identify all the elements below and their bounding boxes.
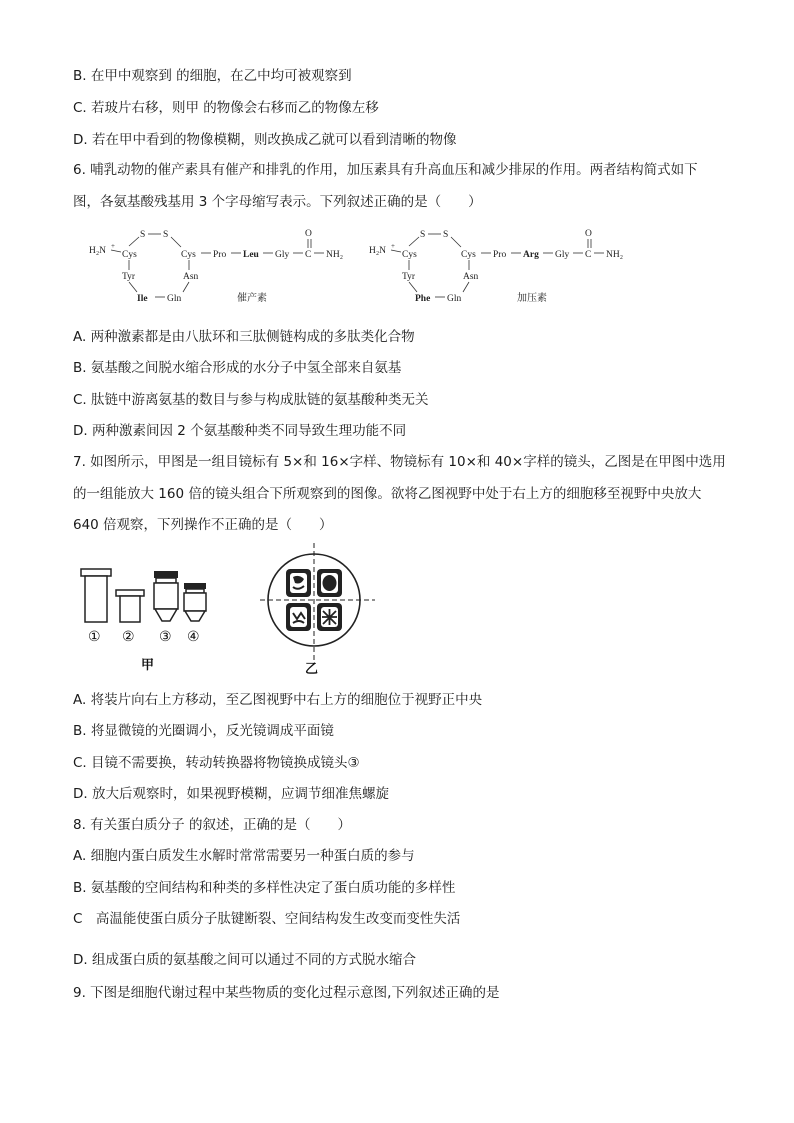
q7-stem-line1: 7. 如图所示，甲图是一组目镜标有 5×和 16×字样、物镜标有 10×和 40×字样的镜头，乙图是在甲图中选用 [73,454,726,470]
vasopressin-n-terminus: H₂N [369,246,387,256]
q7-stem-line3: 640 倍观察，下列操作不正确的是（ ） [73,517,333,533]
cell-bottom-left-icon [286,603,311,631]
vasopressin-tyr: Tyr [402,272,416,282]
oxytocin-gly: Gly [275,250,290,260]
q8-option-d: D. 组成蛋白质的氨基酸之间可以通过不同的方式脱水缩合 [73,952,416,968]
q6-option-d: D. 两种激素间因 2 个氨基酸种类不同导致生理功能不同 [73,423,407,439]
figure-yi-label: 乙 [305,661,319,676]
q6-option-a: A. 两种激素都是由八肽环和三肽侧链构成的多肽类化合物 [73,329,415,345]
lens-2-eyepiece-icon [116,590,144,622]
lens-label-2: ② [122,630,135,645]
oxytocin-n-terminus: H₂N [89,246,107,256]
figure-jia-label: 甲 [141,657,155,672]
vasopressin-arg: Arg [523,250,539,260]
oxytocin-ile: Ile [137,294,148,304]
oxytocin-cys1: Cys [122,250,137,260]
oxytocin-carbonyl-o: O [305,229,312,239]
microscope-field-figure [255,543,385,683]
oxytocin-pro: Pro [213,250,227,260]
q6-option-b: B. 氨基酸之间脱水缩合形成的水分子中氢全部来自氨基 [73,360,402,376]
oxytocin-tyr: Tyr [122,272,136,282]
lens-1-eyepiece-icon [81,569,111,622]
q7-option-b: B. 将显微镜的光圈调小，反光镜调成平面镜 [73,723,334,739]
q9-stem: 9. 下图是细胞代谢过程中某些物质的变化过程示意图,下列叙述正确的是 [73,985,500,1001]
vasopressin-gln: Gln [447,294,462,304]
oxytocin-nh2: NH₂ [326,250,344,260]
q6-stem-line1: 6. 哺乳动物的催产素具有催产和排乳的作用，加压素具有升高血压和减少排尿的作用。两者结构简式如下 [73,162,698,178]
vasopressin-s1: S [420,230,426,240]
lens-label-4: ④ [187,630,200,645]
vasopressin-s2: S [443,230,449,240]
lens-label-3: ③ [159,630,172,645]
vasopressin-label: 加压素 [517,293,547,304]
q8-option-b: B. 氨基酸的空间结构和种类的多样性决定了蛋白质功能的多样性 [73,880,456,896]
vasopressin-phe: Phe [415,294,431,304]
svg-text:+: + [391,242,395,250]
q8-option-a: A. 细胞内蛋白质发生水解时常常需要另一种蛋白质的参与 [73,848,415,864]
oxytocin-cys2: Cys [181,250,196,260]
vasopressin-nh2: NH₂ [606,250,624,260]
vasopressin-cys2: Cys [461,250,476,260]
vasopressin-pro: Pro [493,250,507,260]
q7-option-a: A. 将装片向右上方移动，至乙图视野中右上方的细胞位于视野正中央 [73,692,483,708]
lens-3-objective-icon [154,571,178,621]
oxytocin-label: 催产素 [237,293,267,304]
q6-stem-line2: 图，各氨基酸残基用 3 个字母缩写表示。下列叙述正确的是（ ） [73,194,482,210]
q7-stem-line2: 的一组能放大 160 倍的镜头组合下所观察到的图像。欲将乙图视野中处于右上方的细胞移至视野中央放大 [73,486,702,502]
q5-option-d: D. 若在甲中看到的物像模糊，则改换成乙就可以看到清晰的物像 [73,132,457,148]
lens-label-1: ① [88,630,101,645]
oxytocin-structure-diagram [85,226,365,308]
q5-option-b: B. 在甲中观察到 的细胞，在乙中均可被观察到 [73,68,352,84]
vasopressin-asn: Asn [463,272,479,282]
cell-top-right-icon [317,569,342,597]
q7-option-c: C. 目镜不需要换，转动转换器将物镜换成镜头③ [73,755,360,771]
q8-option-c: C 高温能使蛋白质分子肽键断裂、空间结构发生改变而变性失活 [73,911,461,927]
lens-4-objective-icon [184,583,206,621]
vasopressin-structure-diagram [365,226,645,308]
oxytocin-s2: S [163,230,169,240]
q5-option-c: C. 若玻片右移，则甲 的物像会右移而乙的物像左移 [73,100,379,116]
vasopressin-carbonyl-o: O [585,229,592,239]
vasopressin-cys1: Cys [402,250,417,260]
cell-top-left-icon [286,569,311,597]
svg-text:+: + [111,242,115,250]
oxytocin-s1: S [140,230,146,240]
cell-bottom-right-icon [317,603,342,631]
oxytocin-asn: Asn [183,272,199,282]
oxytocin-leu: Leu [243,250,259,260]
vasopressin-gly: Gly [555,250,570,260]
oxytocin-gln: Gln [167,294,182,304]
q8-stem: 8. 有关蛋白质分子 的叙述，正确的是（ ） [73,817,351,833]
oxytocin-carbonyl-c: C [305,250,312,260]
lens-set-figure [75,565,225,677]
q7-option-d: D. 放大后观察时，如果视野模糊，应调节细准焦螺旋 [73,786,389,802]
vasopressin-carbonyl-c: C [585,250,592,260]
q6-option-c: C. 肽链中游离氨基的数目与参与构成肽链的氨基酸种类无关 [73,392,429,408]
